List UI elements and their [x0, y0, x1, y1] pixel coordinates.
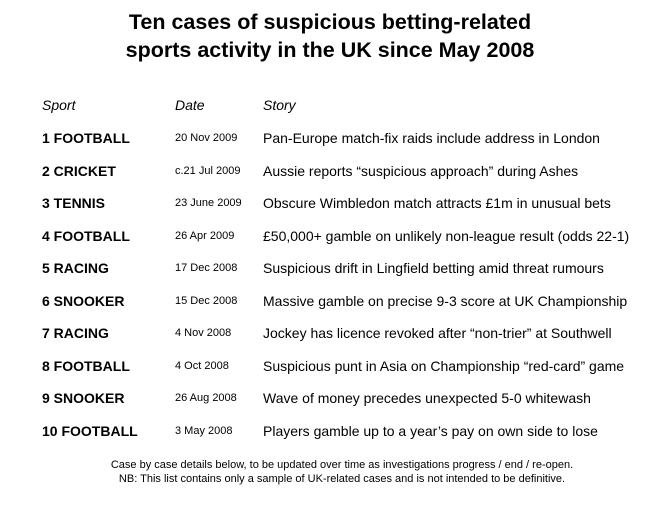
row-sport: 9 SNOOKER: [42, 390, 125, 406]
table-row: [0, 291, 660, 324]
row-story: Wave of money precedes unexpected 5-0 whitewash: [263, 390, 591, 406]
row-date: 26 Aug 2008: [175, 392, 237, 404]
title-line-1: Ten cases of suspicious betting-related: [128, 10, 532, 34]
row-sport: 1 FOOTBALL: [42, 130, 130, 146]
row-date: 4 Nov 2008: [175, 327, 232, 339]
row-date: 17 Dec 2008: [175, 262, 238, 274]
table-row: [0, 421, 660, 454]
table-row: [0, 258, 660, 291]
table-row: [0, 356, 660, 389]
footnote-line-1: Case by case details below, to be updated over time as investigations progress / end / re-open.: [110, 459, 574, 471]
row-sport: 4 FOOTBALL: [42, 227, 130, 244]
title-line-2: sports activity in the UK since May 2008: [125, 38, 535, 62]
table-row: [0, 323, 660, 356]
row-sport: 10 FOOTBALL: [42, 422, 138, 439]
table-row: [0, 388, 660, 421]
page-title: [0, 8, 660, 64]
table-header: [0, 97, 660, 115]
row-date: 20 Nov 2009: [175, 132, 238, 144]
row-date: 4 Oct 2008: [175, 359, 229, 372]
row-story: Suspicious drift in Lingfield betting amid threat rumours: [263, 260, 604, 276]
row-sport: 8 FOOTBALL: [42, 357, 130, 374]
header-story: Story: [263, 97, 296, 113]
header-date: Date: [175, 97, 205, 113]
row-sport: 5 RACING: [42, 260, 109, 276]
row-date: 23 June 2009: [175, 197, 242, 209]
row-story: Aussie reports “suspicious approach” during Ashes: [263, 162, 579, 179]
footnote-line-2: NB: This list contains only a sample of UK-related cases and is not intended to be definitive.: [118, 473, 566, 485]
footnote: [0, 458, 660, 486]
row-story: Suspicious punt in Asia on Championship “red-card” game: [263, 357, 625, 374]
header-sport: Sport: [42, 97, 76, 113]
row-sport: 3 TENNIS: [42, 195, 106, 211]
row-story: Pan-Europe match-fix raids include address in London: [263, 130, 600, 146]
row-story: Jockey has licence revoked after “non-trier” at Southwell: [263, 325, 612, 341]
table-row: [0, 161, 660, 194]
row-date: 26 Apr 2009: [175, 229, 235, 242]
row-date: 3 May 2008: [175, 424, 233, 437]
table-row: [0, 193, 660, 226]
row-story: Obscure Wimbledon match attracts £1m in unusual bets: [263, 195, 611, 211]
row-sport: 2 CRICKET: [42, 162, 116, 179]
row-sport: 7 RACING: [42, 325, 109, 341]
row-date: c.21 Jul 2009: [175, 164, 241, 177]
row-sport: 6 SNOOKER: [42, 292, 125, 309]
row-story: Massive gamble on precise 9-3 score at UK Championship: [263, 292, 628, 309]
row-story: £50,000+ gamble on unlikely non-league result (odds 22-1): [263, 227, 630, 244]
table-row: [0, 128, 660, 161]
row-date: 15 Dec 2008: [175, 294, 238, 307]
row-story: Players gamble up to a year’s pay on own side to lose: [263, 422, 598, 439]
cases-table: [0, 128, 660, 453]
table-row: [0, 226, 660, 259]
